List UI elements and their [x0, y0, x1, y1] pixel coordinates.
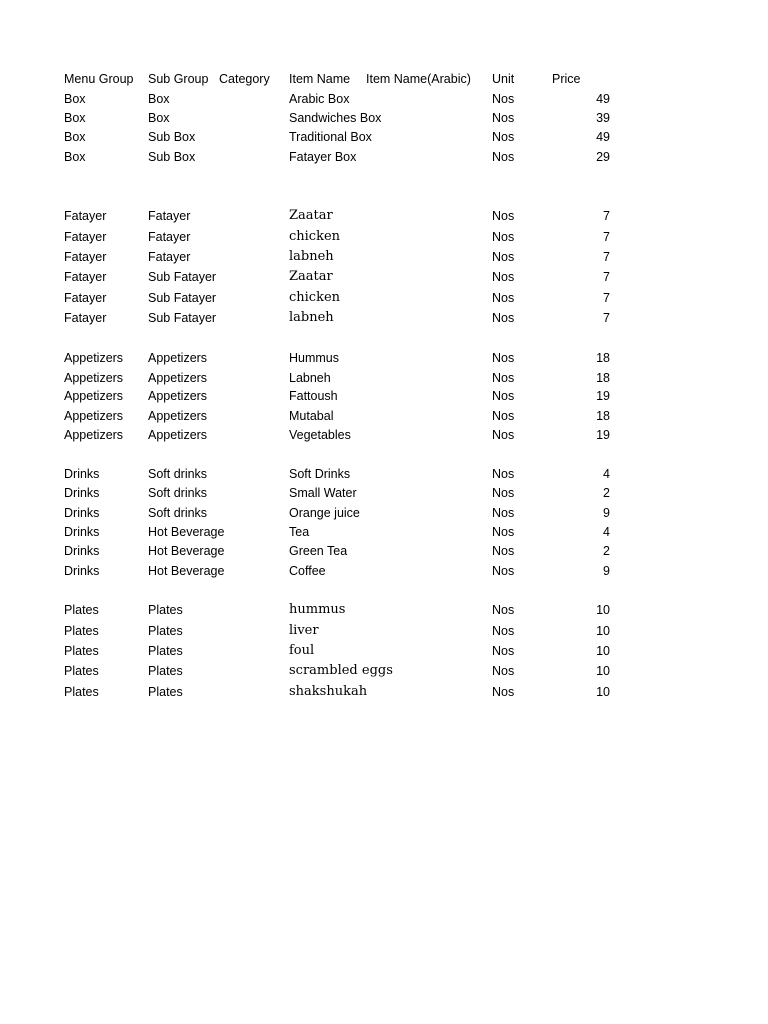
- unit-cell: Nos: [492, 351, 515, 365]
- unit-cell: Nos: [492, 544, 515, 558]
- unit-cell: Nos: [492, 150, 515, 164]
- item-name-cell: hummus: [289, 602, 346, 617]
- menu-group-cell: Fatayer: [64, 209, 107, 223]
- header-sub-group: Sub Group: [148, 72, 209, 86]
- item-name-cell: Tea: [289, 525, 310, 539]
- item-name-cell: Vegetables: [289, 428, 351, 442]
- item-name-cell: Soft Drinks: [289, 467, 351, 481]
- price-cell: 9: [603, 564, 610, 578]
- sub-group-cell: Soft drinks: [148, 506, 208, 520]
- menu-group-cell: Drinks: [64, 467, 100, 481]
- menu-group-cell: Fatayer: [64, 291, 107, 305]
- price-cell: 7: [603, 230, 610, 244]
- sub-group-cell: Plates: [148, 644, 183, 658]
- header-menu-group: Menu Group: [64, 72, 134, 86]
- sub-group-cell: Sub Fatayer: [148, 291, 217, 305]
- unit-cell: Nos: [492, 428, 515, 442]
- sub-group-cell: Sub Fatayer: [148, 270, 217, 284]
- sub-group-cell: Fatayer: [148, 250, 191, 264]
- menu-group-cell: Plates: [64, 664, 99, 678]
- table-row: [0, 310, 768, 330]
- table-row: [0, 505, 768, 525]
- table-row: [0, 466, 768, 486]
- menu-group-cell: Drinks: [64, 486, 100, 500]
- sub-group-cell: Sub Box: [148, 130, 196, 144]
- header-row: [0, 71, 768, 91]
- table-row: [0, 563, 768, 583]
- menu-group-cell: Box: [64, 111, 86, 125]
- table-row: [0, 663, 768, 683]
- menu-group-cell: Appetizers: [64, 371, 124, 385]
- item-name-cell: Mutabal: [289, 409, 334, 423]
- price-cell: 9: [603, 506, 610, 520]
- header-category: Category: [219, 72, 270, 86]
- menu-group-cell: Fatayer: [64, 250, 107, 264]
- table-row: [0, 684, 768, 704]
- item-name-cell: Orange juice: [289, 506, 360, 520]
- price-cell: 2: [603, 486, 610, 500]
- price-cell: 2: [603, 544, 610, 558]
- unit-cell: Nos: [492, 230, 515, 244]
- sub-group-cell: Plates: [148, 685, 183, 699]
- sub-group-cell: Plates: [148, 664, 183, 678]
- unit-cell: Nos: [492, 603, 515, 617]
- item-name-cell: labneh: [289, 310, 334, 325]
- table-row: [0, 269, 768, 289]
- menu-group-cell: Box: [64, 92, 86, 106]
- unit-cell: Nos: [492, 389, 515, 403]
- price-cell: 7: [603, 209, 610, 223]
- price-cell: 7: [603, 291, 610, 305]
- unit-cell: Nos: [492, 506, 515, 520]
- item-name-cell: Traditional Box: [289, 130, 372, 144]
- sub-group-cell: Box: [148, 92, 170, 106]
- table-row: [0, 427, 768, 447]
- table-row: [0, 543, 768, 563]
- menu-group-cell: Appetizers: [64, 428, 124, 442]
- item-name-cell: Arabic Box: [289, 92, 350, 106]
- unit-cell: Nos: [492, 664, 515, 678]
- unit-cell: Nos: [492, 409, 515, 423]
- item-name-cell: Labneh: [289, 371, 331, 385]
- sub-group-cell: Soft drinks: [148, 486, 208, 500]
- price-cell: 4: [603, 525, 610, 539]
- menu-group-cell: Drinks: [64, 525, 100, 539]
- menu-group-cell: Drinks: [64, 506, 100, 520]
- table-row: [0, 229, 768, 249]
- price-cell: 4: [603, 467, 610, 481]
- table-row: [0, 290, 768, 310]
- menu-group-cell: Drinks: [64, 564, 100, 578]
- table-row: [0, 91, 768, 111]
- item-name-cell: Fattoush: [289, 389, 338, 403]
- menu-group-cell: Plates: [64, 624, 99, 638]
- sub-group-cell: Appetizers: [148, 351, 208, 365]
- table-row: [0, 602, 768, 622]
- sub-group-cell: Sub Box: [148, 150, 196, 164]
- unit-cell: Nos: [492, 624, 515, 638]
- menu-group-cell: Appetizers: [64, 351, 124, 365]
- header-item-name: Item Name: [289, 72, 351, 86]
- header-item-name-arabic: Item Name(Arabic): [366, 72, 471, 86]
- item-name-cell: shakshukah: [289, 684, 368, 699]
- price-cell: 7: [603, 250, 610, 264]
- sub-group-cell: Appetizers: [148, 371, 208, 385]
- sub-group-cell: Sub Fatayer: [148, 311, 217, 325]
- sub-group-cell: Box: [148, 111, 170, 125]
- item-name-cell: Small Water: [289, 486, 357, 500]
- price-cell: 49: [596, 92, 610, 106]
- sub-group-cell: Plates: [148, 624, 183, 638]
- sub-group-cell: Appetizers: [148, 409, 208, 423]
- price-cell: 10: [596, 624, 610, 638]
- price-cell: 19: [596, 389, 610, 403]
- table-row: [0, 643, 768, 663]
- table-row: [0, 408, 768, 428]
- unit-cell: Nos: [492, 111, 515, 125]
- menu-group-cell: Plates: [64, 685, 99, 699]
- price-cell: 29: [596, 150, 610, 164]
- table-row: [0, 524, 768, 544]
- sub-group-cell: Fatayer: [148, 209, 191, 223]
- price-cell: 39: [596, 111, 610, 125]
- header-price: Price: [552, 72, 581, 86]
- sub-group-cell: Plates: [148, 603, 183, 617]
- menu-group-cell: Plates: [64, 644, 99, 658]
- unit-cell: Nos: [492, 311, 515, 325]
- price-cell: 10: [596, 685, 610, 699]
- sub-group-cell: Soft drinks: [148, 467, 208, 481]
- menu-group-cell: Appetizers: [64, 409, 124, 423]
- item-name-cell: Sandwiches Box: [289, 111, 382, 125]
- item-name-cell: chicken: [289, 229, 341, 244]
- sub-group-cell: Fatayer: [148, 230, 191, 244]
- sub-group-cell: Appetizers: [148, 389, 208, 403]
- price-cell: 19: [596, 428, 610, 442]
- item-name-cell: Green Tea: [289, 544, 348, 558]
- table-row: [0, 388, 768, 408]
- unit-cell: Nos: [492, 270, 515, 284]
- item-name-cell: Fatayer Box: [289, 150, 357, 164]
- table-row: [0, 208, 768, 228]
- sub-group-cell: Hot Beverage: [148, 525, 225, 539]
- unit-cell: Nos: [492, 130, 515, 144]
- table-row: [0, 350, 768, 370]
- item-name-cell: Zaatar: [289, 269, 333, 284]
- menu-group-cell: Box: [64, 130, 86, 144]
- price-cell: 49: [596, 130, 610, 144]
- menu-group-cell: Fatayer: [64, 230, 107, 244]
- price-cell: 18: [596, 371, 610, 385]
- item-name-cell: foul: [289, 643, 315, 658]
- unit-cell: Nos: [492, 209, 515, 223]
- unit-cell: Nos: [492, 92, 515, 106]
- sub-group-cell: Appetizers: [148, 428, 208, 442]
- price-cell: 18: [596, 351, 610, 365]
- table-row: [0, 485, 768, 505]
- unit-cell: Nos: [492, 486, 515, 500]
- menu-group-cell: Plates: [64, 603, 99, 617]
- menu-group-cell: Fatayer: [64, 311, 107, 325]
- sub-group-cell: Hot Beverage: [148, 564, 225, 578]
- item-name-cell: chicken: [289, 290, 341, 305]
- price-cell: 7: [603, 270, 610, 284]
- table-row: [0, 110, 768, 130]
- header-unit: Unit: [492, 72, 515, 86]
- table-row: [0, 623, 768, 643]
- price-cell: 10: [596, 644, 610, 658]
- unit-cell: Nos: [492, 250, 515, 264]
- unit-cell: Nos: [492, 685, 515, 699]
- table-row: [0, 249, 768, 269]
- table-row: [0, 370, 768, 390]
- item-name-cell: Zaatar: [289, 208, 333, 223]
- price-cell: 10: [596, 603, 610, 617]
- item-name-cell: scrambled eggs: [289, 663, 393, 678]
- menu-group-cell: Drinks: [64, 544, 100, 558]
- unit-cell: Nos: [492, 525, 515, 539]
- unit-cell: Nos: [492, 371, 515, 385]
- menu-group-cell: Box: [64, 150, 86, 164]
- item-name-cell: Hummus: [289, 351, 340, 365]
- item-name-cell: liver: [289, 623, 319, 638]
- table-row: [0, 129, 768, 149]
- menu-group-cell: Fatayer: [64, 270, 107, 284]
- price-cell: 10: [596, 664, 610, 678]
- unit-cell: Nos: [492, 291, 515, 305]
- price-cell: 7: [603, 311, 610, 325]
- unit-cell: Nos: [492, 564, 515, 578]
- unit-cell: Nos: [492, 644, 515, 658]
- item-name-cell: labneh: [289, 249, 334, 264]
- price-cell: 18: [596, 409, 610, 423]
- item-name-cell: Coffee: [289, 564, 326, 578]
- menu-group-cell: Appetizers: [64, 389, 124, 403]
- sub-group-cell: Hot Beverage: [148, 544, 225, 558]
- table-row: [0, 149, 768, 169]
- unit-cell: Nos: [492, 467, 515, 481]
